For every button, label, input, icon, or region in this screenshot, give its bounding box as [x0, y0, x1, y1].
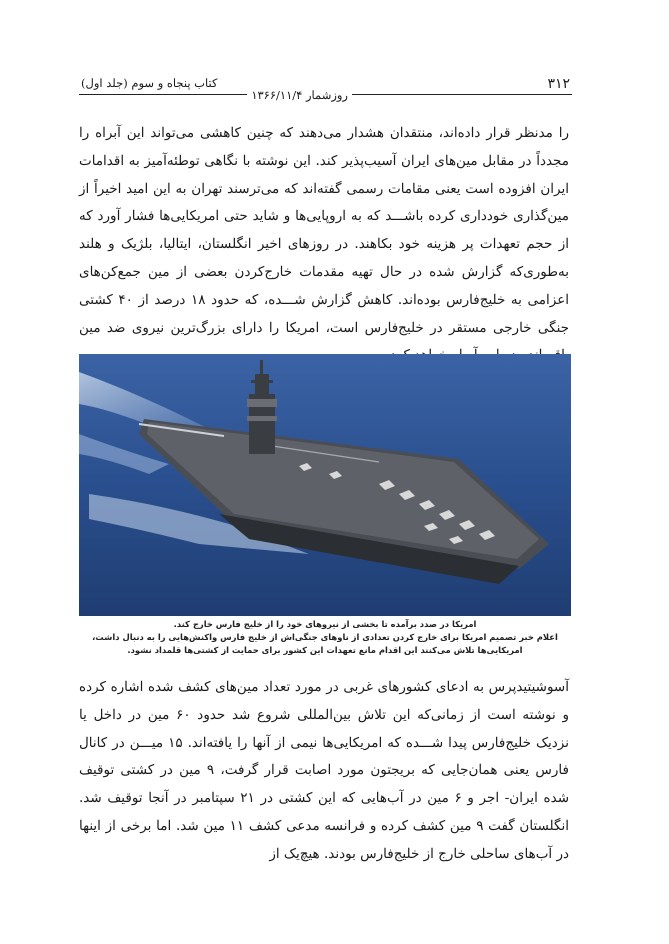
book-title: کتاب پنجاه و سوم (جلد اول) — [81, 76, 218, 90]
running-header — [79, 76, 572, 102]
page-number: ۳۱۲ — [547, 76, 570, 92]
caption-line-1: امریکا در صدد برآمده تا بخشی از نیروهای خود را از خلیج فارس خارج کند. — [173, 619, 477, 629]
photo-caption — [79, 618, 571, 657]
header-date: روزشمار ۱۳۶۶/۱۱/۴ — [247, 88, 352, 102]
body-paragraph-1: را مدنظر قرار داده‌اند، منتقدان هشدار می‌دهند که چنین کاهشی می‌تواند این آبراه را مجدداً در مقابل مین‌های ایران آسیب‌پذیر کند. این نوشته با نگاهی توطئه‌آمیز به اقدامات ایران افزوده است یعنی مقامات رسمی گفته‌اند که می‌ترسند تهران به این امید اخیراً از مین‌گذاری خودداری کرده باشـــد که به اروپایی‌ها و شاید حتی امریکایی‌ها فشار آورد که از حجم تعهدات پر هزینه خود بکاهند. در روزهای اخیر انگلستان، ایتالیا، بلژیک و هلند به‌طوری‌که گزارش شده در حال تهیه مقدمات خارج‌کردن بعضی از مین جمع‌کن‌های اعزامی به خلیج‌فارس بوده‌اند. کاهش گزارش شـــده، که حدود ۱۸ درصد از ۴۰ کشتی جنگی خارجی مستقر در خلیج‌فارس است، امریکا را دارای بزرگ‌ترین نیروی ضد مین — [79, 125, 569, 336]
aircraft-carrier-photo — [79, 354, 571, 616]
body-paragraph-2: آسوشیتیدپرس به ادعای کشورهای غربی در مورد تعداد مین‌های کشف شده اشاره کرده و نوشته است از زمانی‌که این تلاش بین‌المللی شروع شد حدود ۶۰ مین در داخل یا نزدیک خلیج‌فارس پیدا شـــده که امریکایی‌ها نیمی از آنها را یافته‌اند. ۱۵ میـــن در کانال فارس یعنی همان‌جایی که بریجتون مورد اصابت قرار گرفت، ۹ مین در کشتی توقیف شده ایران- اجر و ۶ مین در آب‌هایی که این کشتی در ۲۱ سپتامبر در آنجا توقیف شد. انگلستان گفت ۹ مین کشف کرده و فرانسه مدعی کشف ۱۱ مین شد. اما برخی از اینها در آب‌های ساحلی خارج از خلیج‌فارس بودند. هیچ‌یک از — [79, 679, 570, 862]
caption-line-2: اعلام خبر تصمیم امریکا برای خارج کردن تعدادی از ناوهای جنگی‌اش از خلیج فارس واکنش‌هایی را به دنبال داشت، — [92, 632, 558, 642]
caption-line-3: امریکایی‌ها تلاش می‌کنند این اقدام مانع تعهدات این کشور برای حمایت از کشتی‌ها قلمداد نشود. — [127, 645, 523, 655]
